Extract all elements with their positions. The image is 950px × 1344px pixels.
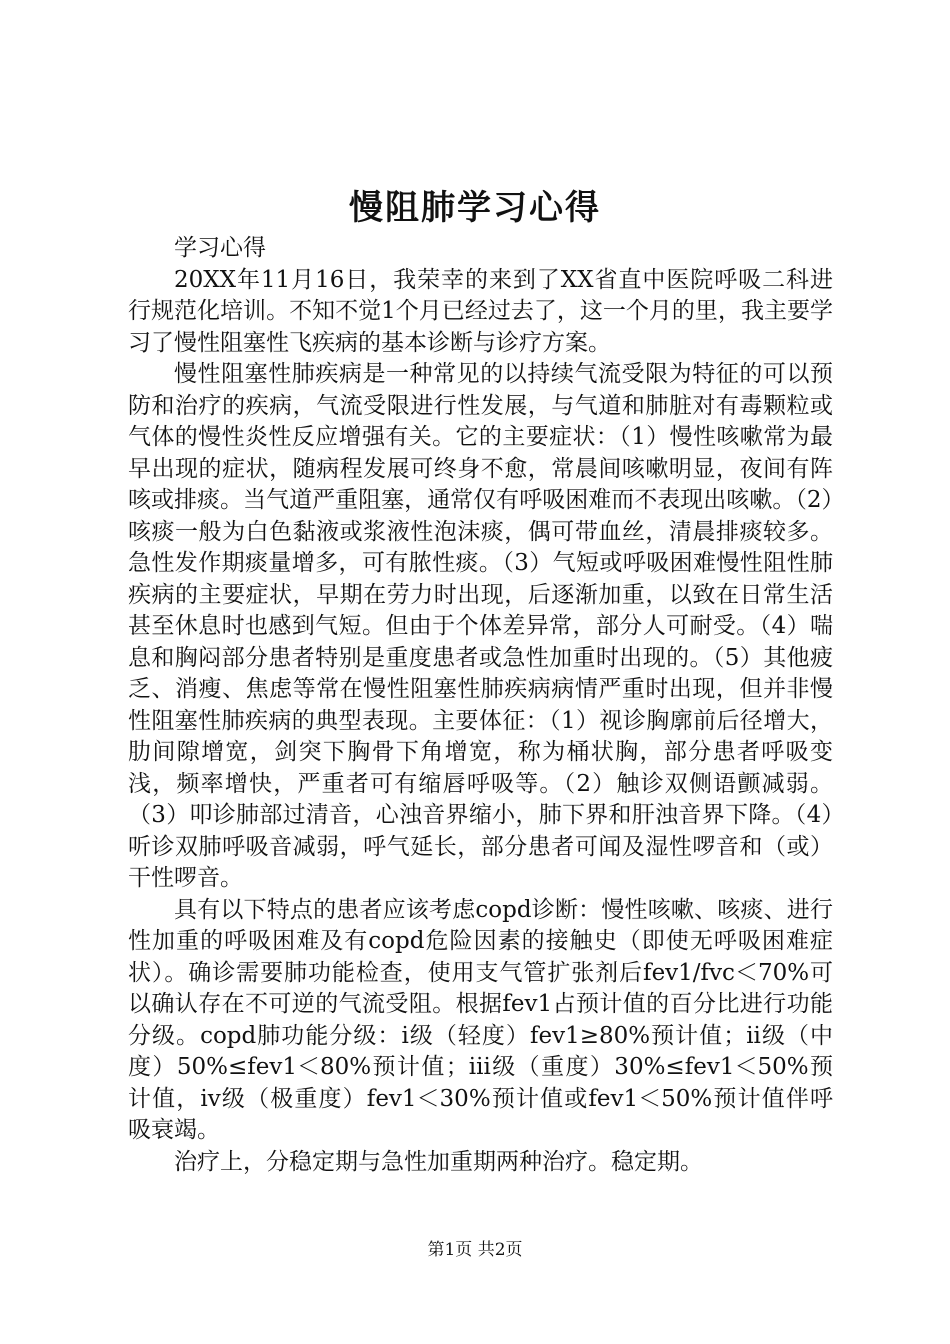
paragraph-treatment: 治疗上，分稳定期与急性加重期两种治疗。稳定期。 <box>174 1148 703 1175</box>
document-title: 慢阻肺学习心得 <box>349 188 601 228</box>
paragraph-heading: 学习心得 <box>174 235 266 261</box>
paragraph-diagnosis: 具有以下特点的患者应该考虑copd诊断：慢性咳嗽、咳痰、进行性加重的呼吸困难及有copd危险因素的接触史（即使无呼吸困难症状）。确诊需要肺功能检查，使用支气管扩张剂后fev1/fvc＜70%可以确认存在不可逆的气流受阻。根据fev1占预计值的百分比进行功能分级。copd肺功能分级：i级（轻度）fev1≥80%预计值；ii级（中度）50%≤fev1＜80%预计值；iii级（重度）30%≤fev1＜50%预计值，iv级（极重度）fev1＜30%预计值或fev1＜50%预计值伴呼吸衰竭。 <box>128 896 833 1143</box>
paragraph-symptoms: 慢性阻塞性肺疾病是一种常见的以持续气流受限为特征的可以预防和治疗的疾病，气流受限进行性发展，与气道和肺脏对有毒颗粒或气体的慢性炎性反应增强有关。它的主要症状：（1）慢性咳嗽常为最早出现的症状，随病程发展可终身不愈，常晨间咳嗽明显，夜间有阵咳或排痰。当气道严重阻塞，通常仅有呼吸困难而不表现出咳嗽。（2）咳痰一般为白色黏液或浆液性泡沫痰，偶可带血丝，清晨排痰较多。急性发作期痰量增多，可有脓性痰。（3）气短或呼吸困难慢性阻性肺疾病的主要症状，早期在劳力时出现，后逐渐加重，以致在日常生活甚至休息时也感到气短。但由于个体差异常，部分人可耐受。（4）喘息和胸闷部分患者特别是重度患者或急性加重时出现的。（5）其他疲乏、消瘦、焦虑等常在慢性阻塞性肺疾病病情严重时出现，但并非慢性阻塞性肺疾病的典型表现。主要体征：（1）视诊胸廓前后径增大，肋间隙增宽，剑突下胸骨下角增宽，称为桶状胸，部分患者呼吸变浅，频率增快，严重者可有缩唇呼吸等。（2）触诊双侧语颤减弱。（3）叩诊肺部过清音，心浊音界缩小，肺下界和肝浊音界下降。（4）听诊双肺呼吸音减弱，呼气延长，部分患者可闻及湿性啰音和（或）干性啰音。 <box>128 361 833 891</box>
paragraph-intro: 20XX年11月16日，我荣幸的来到了XX省直中医院呼吸二科进行规范化培训。不知不觉1个月已经过去了，这一个月的里，我主要学习了慢性阻塞性飞疾病的基本诊断与诊疗方案。 <box>128 266 833 356</box>
page-footer: 第1页 共2页 <box>427 1240 523 1260</box>
document-body <box>128 233 833 1178</box>
